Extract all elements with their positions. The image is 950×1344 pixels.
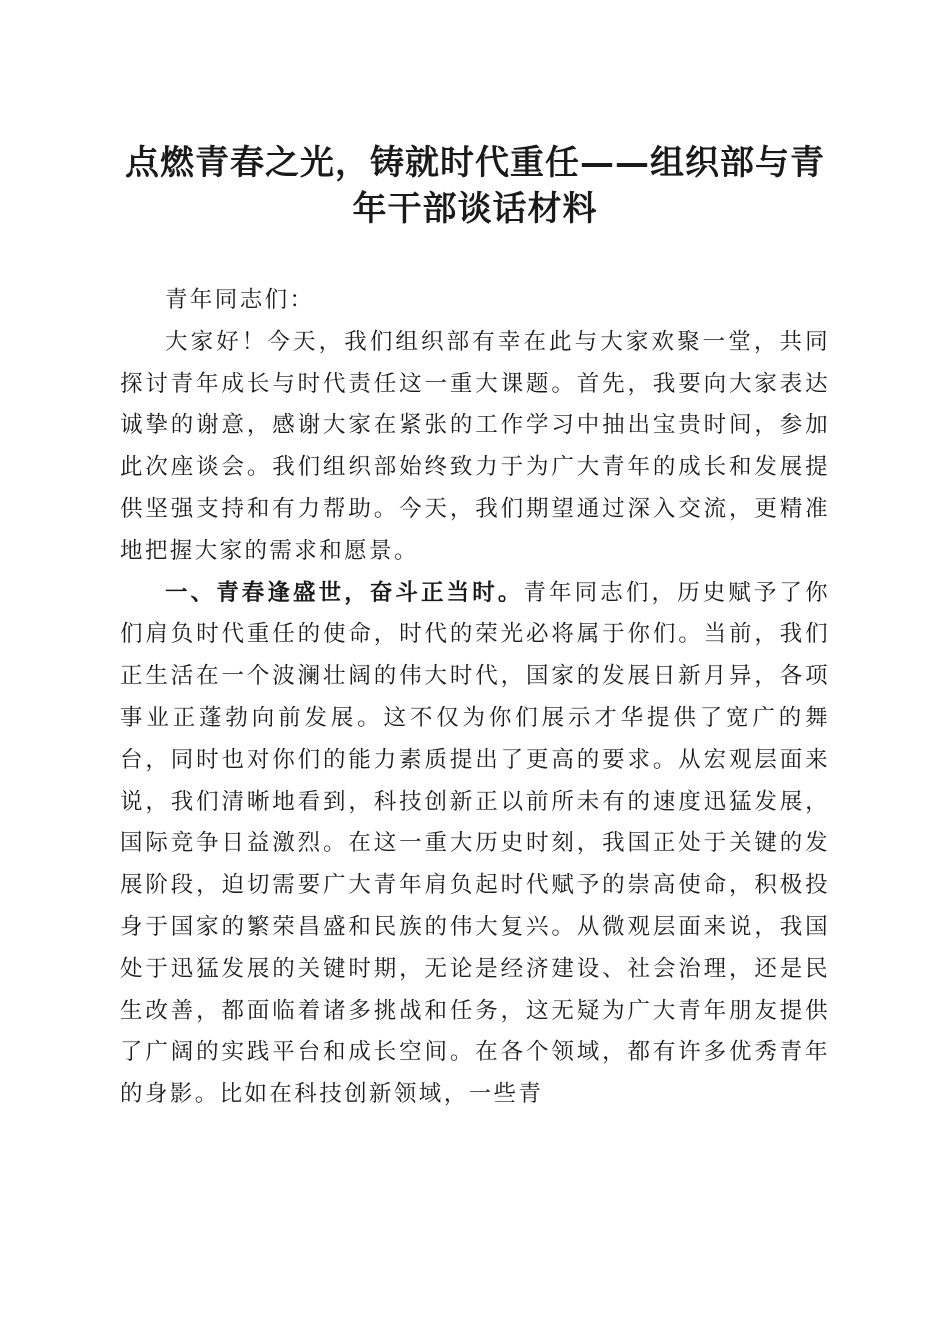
title-line-2: 年干部谈话材料 [352, 189, 598, 229]
section-1-heading: 一、青春逢盛世，奋斗正当时。 [165, 579, 524, 606]
title-line-1: 点燃青春之光，铸就时代重任——组织部与青 [125, 143, 825, 183]
document-title [110, 140, 840, 232]
opening-paragraph: 大家好！今天，我们组织部有幸在此与大家欢聚一堂，共同探讨青年成长与时代责任这一重大课题。首先，我要向大家表达诚挚的谢意，感谢大家在紧张的工作学习中抽出宝贵时间，参加此次座谈会。我们组织部始终致力于为广大青年的成长和发展提供坚强支持和有力帮助。今天，我们期望通过深入交流，更精准地把握大家的需求和愿景。 [120, 328, 830, 564]
document-body [120, 280, 830, 1116]
section-1-body: 青年同志们，历史赋予了你们肩负时代重任的使命，时代的荣光必将属于你们。当前，我们正生活在一个波澜壮阔的伟大时代，国家的发展日新月异，各项事业正蓬勃向前发展。这不仅为你们展示才华提供了宽广的舞台，同时也对你们的能力素质提出了更高的要求。从宏观层面来说，我们清晰地看到，科技创新正以前所未有的速度迅猛发展，国际竞争日益激烈。在这一重大历史时刻，我国正处于关键的发展阶段，迫切需要广大青年肩负起时代赋予的崇高使命，积极投身于国家的繁荣昌盛和民族的伟大复兴。从微观层面来说，我国处于迅猛发展的关键时期，无论是经济建设、社会治理，还是民生改善，都面临着诸多挑战和任务，这无疑为广大青年朋友提供了广阔的实践平台和成长空间。在各个领域，都有许多优秀青年的身影。比如在科技创新领域，一些青 [120, 579, 830, 1108]
section-1-paragraph [120, 573, 830, 1116]
salutation: 青年同志们： [165, 287, 315, 313]
